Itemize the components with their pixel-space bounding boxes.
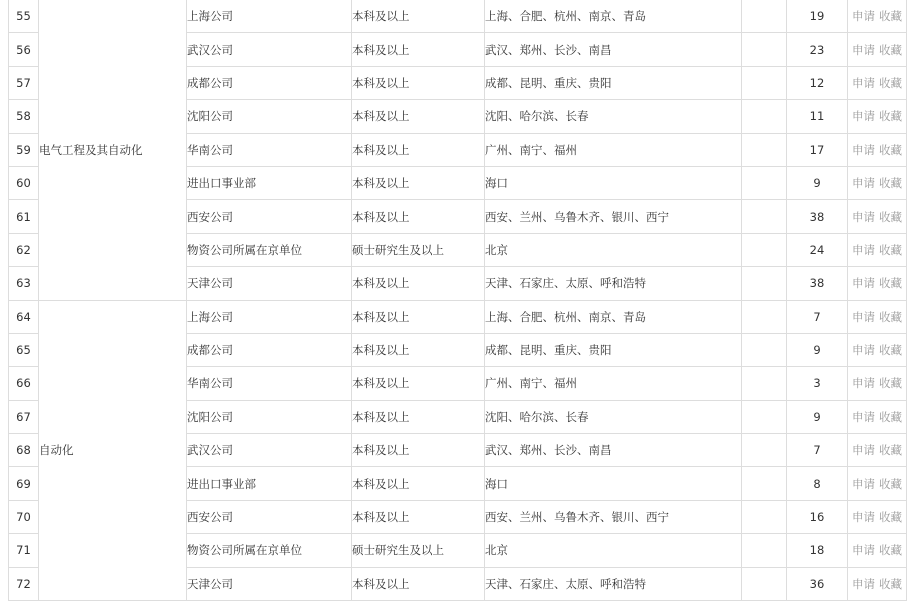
- company-name: 物资公司所属在京单位: [187, 233, 352, 266]
- work-locations: 西安、兰州、乌鲁木齐、银川、西宁: [485, 200, 742, 233]
- actions-cell: [848, 66, 907, 99]
- favorite-link[interactable]: 收藏: [879, 142, 902, 157]
- apply-link[interactable]: 申请: [852, 476, 875, 491]
- apply-link[interactable]: 申请: [852, 142, 875, 157]
- company-name: 西安公司: [187, 500, 352, 533]
- work-locations: 上海、合肥、杭州、南京、青岛: [485, 0, 742, 33]
- company-name: 武汉公司: [187, 434, 352, 467]
- row-number: 55: [9, 0, 39, 33]
- company-name: 成都公司: [187, 333, 352, 366]
- favorite-link[interactable]: 收藏: [879, 42, 902, 57]
- favorite-link[interactable]: 收藏: [879, 376, 902, 391]
- favorite-link[interactable]: 收藏: [879, 176, 902, 191]
- hiring-count: 24: [787, 233, 848, 266]
- apply-link[interactable]: 申请: [852, 576, 875, 591]
- hiring-count: 23: [787, 33, 848, 66]
- actions-cell: [848, 500, 907, 533]
- row-number: 60: [9, 166, 39, 199]
- extra-cell: [742, 166, 787, 199]
- row-number: 62: [9, 233, 39, 266]
- work-locations: 武汉、郑州、长沙、南昌: [485, 33, 742, 66]
- company-name: 武汉公司: [187, 33, 352, 66]
- work-locations: 北京: [485, 233, 742, 266]
- education-requirement: 本科及以上: [352, 500, 485, 533]
- actions-cell: [848, 100, 907, 133]
- work-locations: 天津、石家庄、太原、呼和浩特: [485, 267, 742, 300]
- hiring-count: 12: [787, 66, 848, 99]
- work-locations: 广州、南宁、福州: [485, 367, 742, 400]
- actions-cell: [848, 333, 907, 366]
- hiring-count: 16: [787, 500, 848, 533]
- favorite-link[interactable]: 收藏: [879, 242, 902, 257]
- work-locations: 成都、昆明、重庆、贵阳: [485, 333, 742, 366]
- extra-cell: [742, 434, 787, 467]
- company-name: 沈阳公司: [187, 100, 352, 133]
- apply-link[interactable]: 申请: [852, 75, 875, 90]
- extra-cell: [742, 367, 787, 400]
- actions-cell: [848, 33, 907, 66]
- hiring-count: 9: [787, 333, 848, 366]
- education-requirement: 本科及以上: [352, 0, 485, 33]
- favorite-link[interactable]: 收藏: [879, 543, 902, 558]
- apply-link[interactable]: 申请: [852, 376, 875, 391]
- apply-link[interactable]: 申请: [852, 309, 875, 324]
- apply-link[interactable]: 申请: [852, 343, 875, 358]
- company-name: 物资公司所属在京单位: [187, 534, 352, 567]
- apply-link[interactable]: 申请: [852, 242, 875, 257]
- apply-link[interactable]: 申请: [852, 543, 875, 558]
- table-row: [9, 300, 907, 333]
- education-requirement: 硕士研究生及以上: [352, 534, 485, 567]
- hiring-count: 3: [787, 367, 848, 400]
- extra-cell: [742, 534, 787, 567]
- actions-cell: [848, 534, 907, 567]
- favorite-link[interactable]: 收藏: [879, 109, 902, 124]
- row-number: 56: [9, 33, 39, 66]
- actions-cell: [848, 200, 907, 233]
- hiring-count: 11: [787, 100, 848, 133]
- work-locations: 西安、兰州、乌鲁木齐、银川、西宁: [485, 500, 742, 533]
- apply-link[interactable]: 申请: [852, 109, 875, 124]
- row-number: 69: [9, 467, 39, 500]
- apply-link[interactable]: 申请: [852, 9, 875, 24]
- actions-cell: [848, 133, 907, 166]
- apply-link[interactable]: 申请: [852, 510, 875, 525]
- education-requirement: 本科及以上: [352, 166, 485, 199]
- major-name: 自动化: [39, 300, 187, 601]
- hiring-count: 38: [787, 267, 848, 300]
- favorite-link[interactable]: 收藏: [879, 343, 902, 358]
- hiring-count: 36: [787, 567, 848, 600]
- actions-cell: [848, 467, 907, 500]
- hiring-count: 19: [787, 0, 848, 33]
- extra-cell: [742, 333, 787, 366]
- company-name: 上海公司: [187, 0, 352, 33]
- company-name: 沈阳公司: [187, 400, 352, 433]
- row-number: 68: [9, 434, 39, 467]
- education-requirement: 本科及以上: [352, 467, 485, 500]
- extra-cell: [742, 33, 787, 66]
- row-number: 71: [9, 534, 39, 567]
- row-number: 66: [9, 367, 39, 400]
- company-name: 华南公司: [187, 367, 352, 400]
- education-requirement: 本科及以上: [352, 300, 485, 333]
- actions-cell: [848, 567, 907, 600]
- row-number: 59: [9, 133, 39, 166]
- extra-cell: [742, 500, 787, 533]
- work-locations: 广州、南宁、福州: [485, 133, 742, 166]
- extra-cell: [742, 0, 787, 33]
- work-locations: 武汉、郑州、长沙、南昌: [485, 434, 742, 467]
- company-name: 成都公司: [187, 66, 352, 99]
- extra-cell: [742, 267, 787, 300]
- apply-link[interactable]: 申请: [852, 276, 875, 291]
- hiring-count: 8: [787, 467, 848, 500]
- apply-link[interactable]: 申请: [852, 443, 875, 458]
- table-row: [9, 0, 907, 33]
- apply-link[interactable]: 申请: [852, 209, 875, 224]
- favorite-link[interactable]: 收藏: [879, 75, 902, 90]
- favorite-link[interactable]: 收藏: [879, 409, 902, 424]
- row-number: 57: [9, 66, 39, 99]
- education-requirement: 本科及以上: [352, 567, 485, 600]
- work-locations: 沈阳、哈尔滨、长春: [485, 100, 742, 133]
- education-requirement: 硕士研究生及以上: [352, 233, 485, 266]
- education-requirement: 本科及以上: [352, 434, 485, 467]
- hiring-count: 7: [787, 434, 848, 467]
- extra-cell: [742, 400, 787, 433]
- row-number: 67: [9, 400, 39, 433]
- education-requirement: 本科及以上: [352, 400, 485, 433]
- favorite-link[interactable]: 收藏: [879, 276, 902, 291]
- table-body: [9, 0, 907, 601]
- education-requirement: 本科及以上: [352, 66, 485, 99]
- extra-cell: [742, 100, 787, 133]
- row-number: 61: [9, 200, 39, 233]
- work-locations: 北京: [485, 534, 742, 567]
- company-name: 进出口事业部: [187, 467, 352, 500]
- company-name: 天津公司: [187, 567, 352, 600]
- apply-link[interactable]: 申请: [852, 409, 875, 424]
- row-number: 72: [9, 567, 39, 600]
- education-requirement: 本科及以上: [352, 33, 485, 66]
- favorite-link[interactable]: 收藏: [879, 576, 902, 591]
- hiring-count: 38: [787, 200, 848, 233]
- row-number: 64: [9, 300, 39, 333]
- work-locations: 天津、石家庄、太原、呼和浩特: [485, 567, 742, 600]
- education-requirement: 本科及以上: [352, 200, 485, 233]
- row-number: 63: [9, 267, 39, 300]
- company-name: 华南公司: [187, 133, 352, 166]
- favorite-link[interactable]: 收藏: [879, 209, 902, 224]
- company-name: 进出口事业部: [187, 166, 352, 199]
- hiring-count: 7: [787, 300, 848, 333]
- extra-cell: [742, 567, 787, 600]
- actions-cell: [848, 400, 907, 433]
- hiring-count: 9: [787, 166, 848, 199]
- actions-cell: [848, 434, 907, 467]
- actions-cell: [848, 367, 907, 400]
- extra-cell: [742, 300, 787, 333]
- actions-cell: [848, 166, 907, 199]
- row-number: 65: [9, 333, 39, 366]
- favorite-link[interactable]: 收藏: [879, 510, 902, 525]
- row-number: 58: [9, 100, 39, 133]
- extra-cell: [742, 233, 787, 266]
- extra-cell: [742, 133, 787, 166]
- education-requirement: 本科及以上: [352, 133, 485, 166]
- hiring-count: 17: [787, 133, 848, 166]
- company-name: 天津公司: [187, 267, 352, 300]
- actions-cell: [848, 300, 907, 333]
- extra-cell: [742, 467, 787, 500]
- education-requirement: 本科及以上: [352, 100, 485, 133]
- education-requirement: 本科及以上: [352, 267, 485, 300]
- education-requirement: 本科及以上: [352, 333, 485, 366]
- extra-cell: [742, 200, 787, 233]
- apply-link[interactable]: 申请: [852, 42, 875, 57]
- hiring-count: 9: [787, 400, 848, 433]
- work-locations: 海口: [485, 166, 742, 199]
- actions-cell: [848, 233, 907, 266]
- actions-cell: [848, 0, 907, 33]
- favorite-link[interactable]: 收藏: [879, 309, 902, 324]
- row-number: 70: [9, 500, 39, 533]
- education-requirement: 本科及以上: [352, 367, 485, 400]
- work-locations: 上海、合肥、杭州、南京、青岛: [485, 300, 742, 333]
- favorite-link[interactable]: 收藏: [879, 9, 902, 24]
- apply-link[interactable]: 申请: [852, 176, 875, 191]
- extra-cell: [742, 66, 787, 99]
- work-locations: 沈阳、哈尔滨、长春: [485, 400, 742, 433]
- favorite-link[interactable]: 收藏: [879, 443, 902, 458]
- company-name: 上海公司: [187, 300, 352, 333]
- hiring-count: 18: [787, 534, 848, 567]
- job-listings-table: [8, 0, 907, 601]
- work-locations: 海口: [485, 467, 742, 500]
- work-locations: 成都、昆明、重庆、贵阳: [485, 66, 742, 99]
- actions-cell: [848, 267, 907, 300]
- favorite-link[interactable]: 收藏: [879, 476, 902, 491]
- company-name: 西安公司: [187, 200, 352, 233]
- major-name: 电气工程及其自动化: [39, 0, 187, 300]
